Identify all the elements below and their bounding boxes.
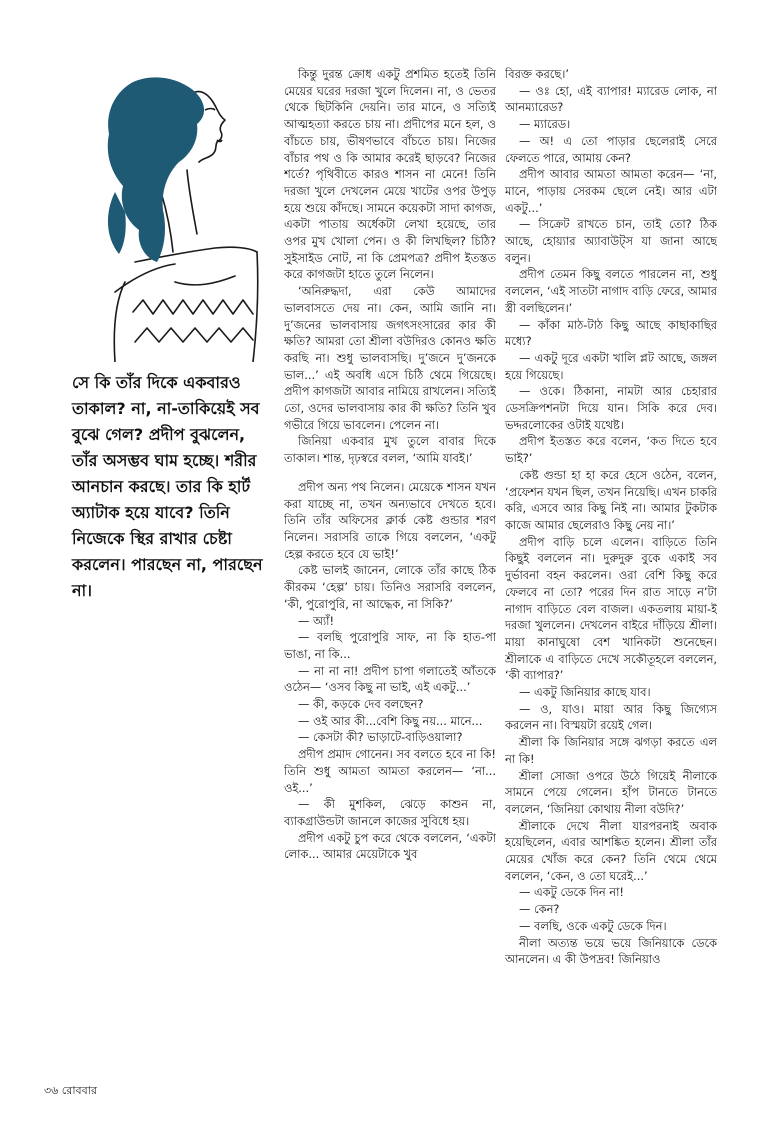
paragraph: প্রদীপ আবার আমতা আমতা করেন— ‘না, মানে, পাড়ায় সেরকম ছেলে নেই। আর এটা একটু...’ — [505, 167, 717, 215]
article-column-1 — [284, 66, 496, 1111]
dialogue-line: — না না না! প্রদীপ চাপা গলাতেই আঁতকে ওঠেন— ‘ওসব কিছু না ভাই, এই একটু...’ — [284, 663, 496, 695]
article-column-2 — [505, 66, 717, 1111]
paragraph: কেষ্ট ভালই জানেন, লোকে তাঁর কাছে ঠিক কীরকম ‘হেল্প’ চায়। তিনিও সরাসরি বললেন, ‘কী, পুরোপুরি, না আদ্ধেক, না সিকি?’ — [284, 563, 496, 611]
paragraph: জিনিয়া একবার মুখ তুলে বাবার দিকে তাকাল। শান্ত, দৃঢ়স্বরে বলল, ‘আমি যাবই।’ — [284, 434, 496, 466]
paragraph: ‘অনিরুদ্ধদা, এরা কেউ আমাদের ভালবাসতে দেয় না। কেন, আমি জানি না। দু’জনের ভালবাসায় জগৎসংসারের কার কী ক্ষতি? আমরা তো শ্রীলা বউদিরও কোনও ক্ষতি করছি না। শুধু ভালবাসছি। দু’জনে দু’জনকে ভাল...’ এই অবধি এসে চিঠি থেমে গিয়েছে। প্রদীপ কাগজটা আবার নামিয়ে রাখলেন। সত্যিই তো, ওদের ভালবাসায় কার কী ক্ষতি? তিনি খুব গভীরে গিয়ে ভাবলেন। পেলেন না। — [284, 284, 496, 432]
pull-quote: সে কি তাঁর দিকে একবারও তাকাল? না, না-তাকিয়েই সব বুঝে গেল? প্রদীপ বুঝলেন, তাঁর অসম্ভব ঘাম হচ্ছে। শরীর আনচান করছে। তার কি হার্ট অ্যাটাক হয়ে যাবে? তিনি নিজেকে স্থির রাখার চেষ্টা করলেন। পারছেন না, পারছেন না। — [72, 373, 263, 600]
dialogue-line: — কাঁকা মাঠ-টাঠ কিছু আছে কাছাকাছির মধ্যে? — [505, 317, 717, 349]
dialogue-line: — কী, কড়কে দেব বলছেন? — [298, 697, 424, 712]
paragraph: কিন্তু দুরন্ত ক্রোধ একটু প্রশমিত হতেই তিনি মেয়ের ঘরের দরজা খুলে দিলেন। না, ও ভেতর থেকে ছিটকিনি দেয়নি। তার মানে, ও সত্যিই আত্মহত্যা করতে চায় না। প্রদীপের মনে হল, ও বাঁচতে চায়, ভীষণভাবে বাঁচতে চায়। নিজের বাঁচার পথ ও কি আমার করেই ছাড়বে? নিজের শর্তে? পৃথিবীতে কারও শাসন না মেনে! তিনি দরজা খুলে দেখলেন মেয়ে খাটের ওপর উপুড় হয়ে শুয়ে কাঁদছে। সামনে কয়েকটা সাদা কাগজ, একটা পাতায় অর্ধেকটা লেখা হয়েছে, তার ওপর মুখ খোলা পেন। ও কী লিখছিল? চিঠি? সুইসাইড নোট, না কি প্রেমপত্র? প্রদীপ ইতস্তত করে কাগজটা হাতে তুলে নিলেন। — [284, 67, 496, 282]
dialogue-line: — বলছি, ওকে একটু ডেকে দিন। — [519, 918, 667, 933]
paragraph: নীলা অত্যন্ত ভয়ে ভয়ে জিনিয়াকে ডেকে আনলেন। এ কী উপদ্রব! জিনিয়াও — [505, 935, 717, 967]
paragraph: বিরক্ত করছে।’ — [505, 67, 569, 81]
paragraph: প্রদীপ অন্য পথ নিলেন। মেয়েকে শাসন যখন করা যাচ্ছে না, তখন অন্যভাবে দেখতে হবে। তিনি তাঁর অফিসের ক্লার্ক কেষ্ট গুন্ডার শরণ নিলেন। সরাসরি তাকে গিয়ে বললেন, ‘একটু হেল্প করতে হবে যে ভাই!’ — [284, 479, 496, 561]
paragraph: প্রদীপ বাড়ি চলে এলেন। বাড়িতে তিনি কিছুই বললেন না। দুরুদুরু বুকে একাই সব দুর্ভাবনা বহন করলেন। ওরা বেশি কিছু করে ফেলবে না তো? পরের দিন রাত সাড়ে ন’টা নাগাদ বাড়িতে বেল বাজল। একতলায় মায়া-ই দরজা খুললেন। দেখলেন বাইরে দাঁড়িয়ে শ্রীলা। মায়া কানাঘুষো বেশ খানিকটা শুনেছেন। শ্রীলাকে এ বাড়িতে দেখে সকৌতূহলে বললেন, ‘কী ব্যাপার?’ — [505, 534, 717, 683]
dialogue-line: — একটু ডেকে দিন না! — [519, 885, 624, 900]
dialogue-line: — ও, যাও। মায়া আর কিছু জিগ্যেস করলেন না। বিস্ময়টা রয়েই গেল। — [505, 701, 717, 733]
paragraph: শ্রীলা কি জিনিয়ার সঙ্গে ঝগড়া করতে এল না কি! — [505, 735, 717, 766]
dialogue-line: — সিক্রেট রাখতে চান, তাই তো? ঠিক আছে, হোয়্যার অ্যাবাউট্স যা জানা আছে বলুন। — [505, 217, 717, 265]
dialogue-line: — একটু জিনিয়ার কাছে যাব। — [519, 685, 651, 700]
paragraph: প্রদীপ একটু চুপ করে থেকে বললেন, ‘একটা লোক... আমার মেয়েটাকে খুব — [284, 830, 496, 862]
paragraph: প্রদীপ প্রমাদ গোনেন। সব বলতে হবে না কি! তিনি শুধু আমতা আমতা করলেন— ‘না... ওই...’ — [284, 747, 496, 795]
dialogue-line: — একটু দূরে একটা খালি প্লট আছে, জঙ্গল হয়ে গিয়েছে। — [505, 350, 717, 382]
dialogue-line: — বলছি পুরোপুরি সাফ, না কি হাত-পা ভাঙা, না কি... — [284, 630, 496, 661]
dialogue-line: — অ্যাঁ! — [298, 613, 335, 628]
dialogue-line: — অ! এ তো পাড়ার ছেলেরাই সেরে ফেলতে পারে, আমায় কেন? — [505, 133, 717, 165]
dialogue-line: — ওকে। ঠিকানা, নামটা আর চেহারার ডেসক্রিপশনটা দিয়ে যান। সিকি করে দেব। ভদ্দরলোকের ওটাই যথেষ্ট। — [505, 384, 717, 432]
paragraph: প্রদীপ তেমন কিছু বলতে পারলেন না, শুধু বললেন, ‘এই সাতটা নাগাদ বাড়ি ফেরে, আমার স্ত্রী বলছিলেন।’ — [505, 267, 717, 315]
dialogue-line: — কেসটা কী? ভাড়াটে-বাড়িওয়ালা? — [298, 730, 463, 745]
paragraph: শ্রীলা সোজা ওপরে উঠে গিয়েই নীলাকে সামনে পেয়ে গেলেন। হাঁপ টানতে টানতে বললেন, ‘জিনিয়া কোথায় নীলা বউদি?’ — [505, 768, 717, 816]
page-footer: ৩৬ রোববার — [44, 1084, 97, 1097]
dialogue-line: — ওঃ হো, এই ব্যাপার! ম্যারেড লোক, না আনম্যারেড? — [505, 83, 717, 115]
woman-portrait-illustration — [75, 62, 260, 362]
paragraph: শ্রীলাকে দেখে নীলা যারপরনাই অবাক হয়েছিলেন, এবার আশঙ্কিত হলেন। শ্রীলা তাঁর মেয়ের খোঁজ করে কেন? তিনি থেমে থেমে বললেন, ‘কেন, ও তো ঘরেই...’ — [505, 818, 717, 883]
dialogue-line: — ম্যারেড। — [519, 117, 571, 132]
dialogue-line: — কী মুশকিল, ঝেড়ে কাশুন না, ব্যাকগ্রাউন্ডটা জানলে কাজের সুবিধে হয়। — [284, 797, 496, 828]
paragraph: প্রদীপ ইতস্তত করে বলেন, ‘কত দিতে হবে ভাই?’ — [505, 434, 717, 466]
paragraph: কেষ্ট গুন্ডা হা হা করে হেসে ওঠেন, বলেন, ‘প্রফেশন যখন ছিল, তখন নিয়েছি। এখন চাকরি করি, এসবে আর কিছু নিই না। আমার টুকটাক কাজে আমার ছেলেরাও কিছু নেয় না।’ — [505, 467, 717, 532]
dialogue-line: — কেন? — [519, 902, 560, 917]
dialogue-line: — ওই আর কী...বেশি কিছু নয়... মানে... — [298, 713, 483, 728]
